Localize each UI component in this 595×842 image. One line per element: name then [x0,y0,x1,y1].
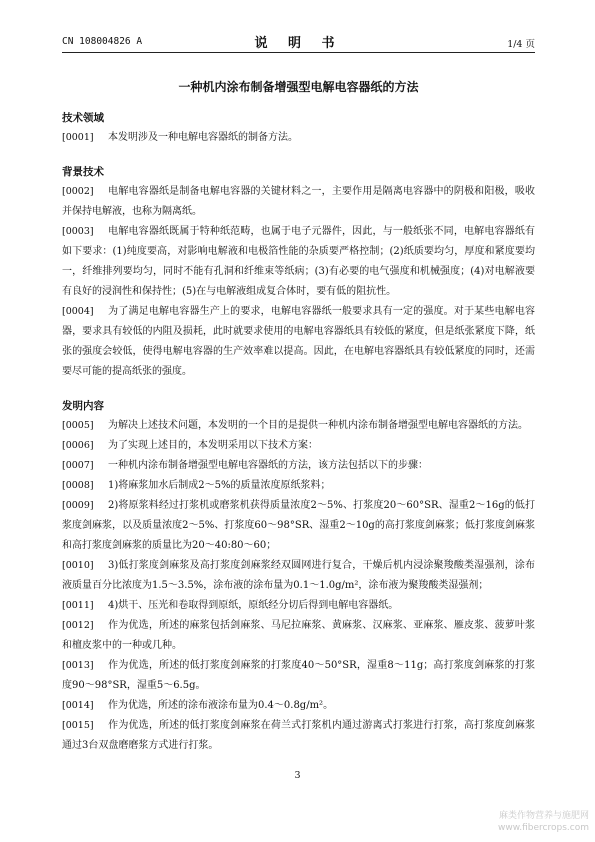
document-title: 一种机内涂布制备增强型电解电容器纸的方法 [178,80,419,94]
paragraph-number: [0004] [62,306,94,317]
paragraph-text: 作为优选，所述的涂布液涂布量为0.4～0.8g/m²。 [108,700,334,711]
paragraph [62,696,535,716]
paragraph-number: [0015] [62,720,94,731]
paragraph [62,496,535,556]
paragraph [62,128,535,148]
paragraph-number: [0007] [62,460,94,471]
paragraph-text: 为解决上述技术问题，本发明的一个目的是提供一种机内涂布制备增强型电解电容器纸的方法。 [108,420,528,431]
paragraph-number: [0008] [62,480,94,491]
paragraph-number: [0009] [62,500,94,511]
paragraph-text: 1)将麻浆加水后制成2～5%的质量浓度原纸浆料； [108,480,331,491]
document-body [62,108,535,756]
page-header [62,30,535,53]
paragraph-text: 一种机内涂布制备增强型电解电容器纸的方法，该方法包括以下的步骤： [108,460,428,471]
paragraph-text: 作为优选，所述的低打浆度剑麻浆在荷兰式打浆机内通过游离式打浆进行打浆，高打浆度剑麻浆通过3台双盘磨磨浆方式进行打浆。 [62,720,535,751]
section-heading-background: 背景技术 [62,166,104,178]
paragraph [62,302,535,382]
paragraph-text: 2)将原浆料经过打浆机或磨浆机获得质量浓度2～5%、打浆度20～60°SR、湿重2～16g的低打浆度剑麻浆，以及质量浓度2～5%、打浆度60～98°SR、湿重2～10g的高打浆度剑麻浆；低打浆度剑麻浆和高打浆度剑麻浆的质量比为20～40:80～60； [62,500,535,551]
paragraph-number: [0011] [62,600,94,611]
watermark-site-name: 麻类作物营养与施肥网 [498,811,589,821]
watermark [498,810,589,834]
paragraph-text: 为了满足电解电容器生产上的要求，电解电容器纸一般要求具有一定的强度。对于某些电解电容器，要求具有较低的内阻及损耗，此时就要求使用的电解电容器纸具有较低的紧度，但是纸张紧度下降，纸张的强度会较低，使得电解电容器的生产效率难以提高。因此，在电解电容器纸具有较低紧度的同时，还需要尽可能的提高纸张的强度。 [62,306,535,377]
paragraph [62,596,535,616]
paragraph [62,436,535,456]
paragraph [62,476,535,496]
section-heading-summary: 发明内容 [62,400,104,412]
watermark-url: www.fibercrops.com [498,823,589,833]
paragraph-text: 作为优选，所述的麻浆包括剑麻浆、马尼拉麻浆、黄麻浆、汉麻浆、亚麻浆、雁皮浆、菠萝叶浆和檀皮浆中的一种或几种。 [62,620,535,651]
paragraph-number: [0010] [62,560,94,571]
paragraph-number: [0001] [62,132,94,143]
paragraph-number: [0005] [62,420,94,431]
paragraph-number: [0003] [62,226,94,237]
paragraph-text: 4)烘干、压光和卷取得到原纸，原纸经分切后得到电解电容器纸。 [108,600,399,611]
paragraph-number: [0006] [62,440,94,451]
paragraph-text: 3)低打浆度剑麻浆及高打浆度剑麻浆经双圆网进行复合，干燥后机内浸涂聚羧酸类湿强剂，涂布液质量百分比浓度为1.5～3.5%，涂布液的涂布量为0.1～1.0g/m²，涂布液为聚羧酸类湿强剂； [62,560,535,591]
paragraph [62,716,535,756]
paragraph-number: [0014] [62,700,94,711]
paragraph-number: [0002] [62,186,94,197]
paragraph [62,656,535,696]
page-indicator: 1/4 页 [507,39,535,50]
paragraph-text: 电解电容器纸既属于特种纸范畴，也属于电子元器件，因此，与一般纸张不同，电解电容器纸有如下要求：(1)纯度要高，对影响电解液和电极箔性能的杂质要严格控制；(2)纸质要均匀，厚度和紧度要均一，纤维排列要均匀，同时不能有孔洞和纤维束等纸病；(3)有必要的电气强度和机械强度；(4)对电解液要有良好的浸润性和保持性；(5)在与电解液组成复合体时，要有低的阻抗性。 [62,226,535,297]
document-type-label: 说 明 书 [254,36,343,51]
page-number: 3 [294,770,301,781]
patent-number: CN 108004826 A [62,36,143,47]
paragraph-text: 电解电容器纸是制备电解电容器的关键材料之一，主要作用是隔离电容器中的阴极和阳极，吸收并保持电解液，也称为隔离纸。 [62,186,535,217]
paragraph [62,616,535,656]
paragraph-number: [0012] [62,620,94,631]
paragraph [62,456,535,476]
paragraph [62,182,535,222]
paragraph-number: [0013] [62,660,94,671]
paragraph-text: 本发明涉及一种电解电容器纸的制备方法。 [108,132,298,143]
paragraph [62,222,535,302]
paragraph [62,556,535,596]
paragraph [62,416,535,436]
paragraph-text: 为了实现上述目的，本发明采用以下技术方案： [108,440,318,451]
section-heading-technical-field: 技术领域 [62,112,104,124]
paragraph-text: 作为优选，所述的低打浆度剑麻浆的打浆度40～50°SR，湿重8～11g；高打浆度剑麻浆的打浆度90～98°SR，湿重5～6.5g。 [62,660,535,691]
